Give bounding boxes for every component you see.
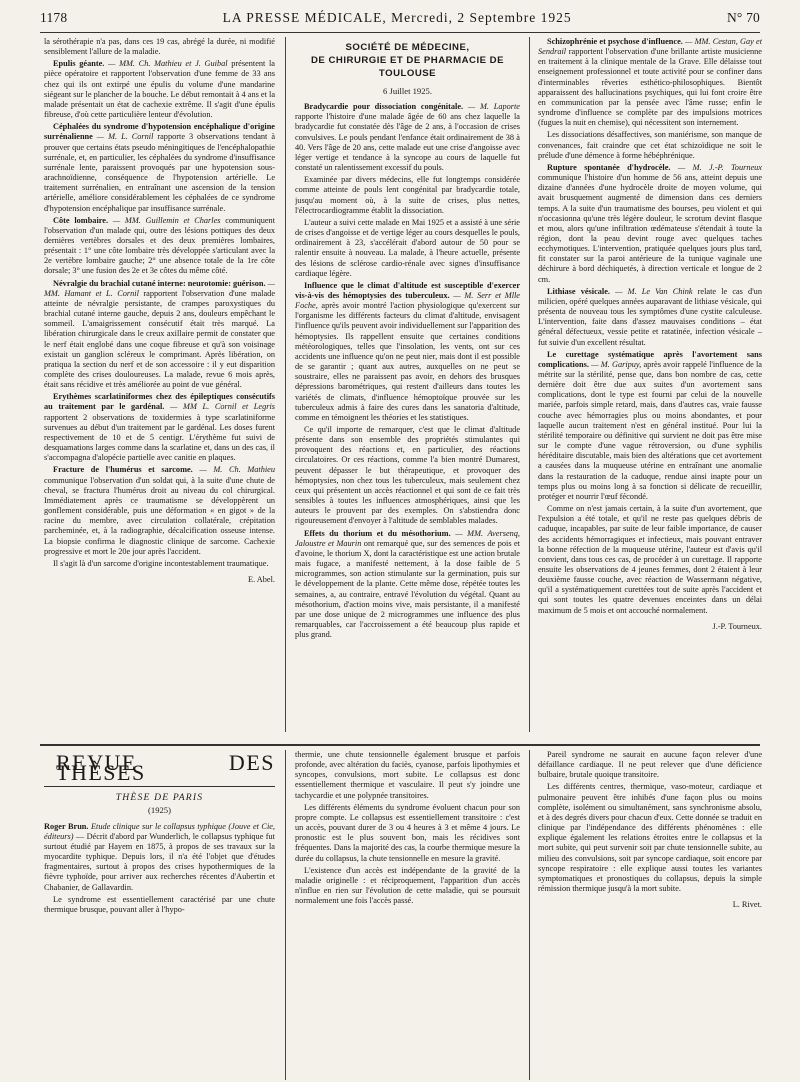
paragraph: Le syndrome est essentiellement caractérisé par une chute thermique brusque, pouvant aller à l'hypo- [44,894,275,914]
issue-number: N° 70 [726,10,760,25]
article-thorium: Effets du thorium et du mésothorium. — MM. Aversenq, Jaloustre et Maurin ont remarqué que, sur des semences de pois et d'avoine, le thorium X, dont la caractéristique est une action brutale mais fugace, a manifesté nettement, à la dose faible de 5 microgrammes, son action stimulante sur la germination, puis sur le développement de la plante. Cette même dose, répétée toutes les semaines, a, au contraire, entravé l'évolution du végétal. Quant au mésothorium, d'action moins vive, mais persistante, il a manifesté par une dose unique de 2 microgrammes une influence des plus remarquables, car l'accroissement a été beaucoup plus rapide et plus grand. [295,528,520,640]
paragraph: Les différents centres, thermique, vaso-moteur, cardiaque et pulmonaire peuvent être inhibés d'une façon plus ou moins complète, isolément ou simultanément, sans synchronisme absolu, et à des degrés divers pour chacun d'eux. Cette donnée se traduit en clinique par l'indépendance des différents phénomènes : elle explique également les relations étroites entre le collapsus et la mort subite, qui peut survenir soit par chute tensionnelle subite, au milieu des convulsions, soit par syncope cardiaque, soit encore par syncope respiratoire : elle explique aussi toutes les variantes symptomatiques et pronostiques du collapsus, depuis la simple rémission thermique jusqu'à la mort subite. [538,782,762,894]
article-nevralgie: Névralgie du brachial cutané interne: neurotomie: guérison. — MM. Hamant et L. Cornil rapportent l'observation d'une malade atteinte de névralgie persistante, de crampes paroxystiques du brachial cutané interne gauche, depuis 2 ans, douleurs empêchant le sommeil. L'amaigrissement consécutif était très marqué. La libération chirurgicale dans le creux axillaire permit de constater que le nerf était englobé dans une coque fibreuse et qu'à son voisinage existait un ganglion scléreux le comprimant. Après libération, on pratiqua la section du nerf et de son accessoire : il y eut disparition complète des crises douloureuses. La malade, revue 6 mois après, était sans récidive et très améliorée au point de vue général. [44,278,275,390]
column-divider [529,750,530,1080]
column-divider [529,37,530,732]
article-cote-lombaire: Côte lombaire. — MM. Guillemin et Charles communiquent l'observation d'un malade qui, outre des lésions pottiques des deux dernières vertèbres dorsales et des deux premières lombaires, présentait : 1° une côte lombaire très développée s'articulant avec la 2e vertèbre lombaire gauche; 2° une absence totale de la 1re côte dorsale; 3° une fusion des 2e et 3e côtes du même côté. [44,215,275,276]
these-subtitle: THÈSE DE PARIS [115,792,204,804]
paragraph: thermie, une chute tensionnelle également brusque et parfois profonde, avec altération du faciès, cyanose, parfois lipothymies et syncopes, convulsions, mort subite. Le collapsus est donc essentiellement thermique et vasculaire. Il peut s'y joindre une tachycardie et une polypnée transitoires. [295,750,520,800]
article-erythemes: Erythèmes scarlatiniformes chez des épileptiques consécutifs au traitement par le gardénal. — MM L. Cornil et Legris rapportent 2 observations de toxidermies à type scarlatiniforme survenues au début d'un traitement par le gardénal. Les doses furent respectivement de 10 et de 5 centigr. L'érythème fut suivi de desquamations larges comme dans la scarlatine et, dans un des cas, il s'accompagna d'alopécie partielle avec canitie en plaques. [44,392,275,463]
column-1 [44,37,275,732]
column-2 [295,37,520,732]
article-fracture: Fracture de l'humérus et sarcome. — M. Ch. Mathieu communique l'observation d'un soldat qui, à la suite d'une chute de cheval, se fractura l'humérus droit au niveau du col chirurgical. Immédiatement après ce traumatisme se développèrent un gonflement considérable, puis une déformation « en gigot » de la racine du membre, avec circulation collatérale, crépitation parcheminée, et, à la radiographie, décalcification osseuse intense. La biopsie confirma le diagnostic clinique de sarcome. Cachexie progressive et mort le 20e jour après l'accident. [44,465,275,556]
column-divider [285,750,286,1080]
article-climat-altitude: Influence que le climat d'altitude est susceptible d'exercer vis-à-vis des hémoptysies des tuberculeux. — M. Serr et Mlle Foche, après avoir montré l'action physiologique qu'exercent sur l'organisme les différents facteurs du climat d'altitude, envisagent l'influence qu'ils peuvent avoir individuellement sur l'apparition des hémoptysies. Ils rappellent ensuite que certaines conditions météorologiques, telles que l'insolation, les vents, ont sur ces accidents une influence qu'on ne peut nier, mais dont il est possible de se garantir ; quant aux autres, auxquelles on ne peut se soustraire, elles ne paraissent pas avoir, en dehors des brusques dépressions barométriques, qui restent d'ailleurs dans toutes les variétés de climats, d'influence hémoptoïque prouvée sur les tuberculeux admis à faire des cures dans les sanatoria d'altitude, comme en témoignent les théories et les statistiques. [295,280,520,422]
paragraph: L'auteur a suivi cette malade en Mai 1925 et a assisté à une série de crises d'angoisse et de vertige léger au cours desquelles le pouls, ordinairement à 23, s'accélérait d'abord autour de 50 pour se ralentir ensuite à nouveau. La malade, à l'heure actuelle, présente des lésions de sclérose cardio-rénale avec signes d'insuffisance cardiaque légère. [295,217,520,278]
page-number: 1178 [40,10,68,25]
society-heading: SOCIÉTÉ DE MÉDECINE, DE CHIRURGIE ET DE PHARMACIE DE TOULOUSE [311,42,504,79]
article-epulis: Epulis géante. — MM. Ch. Mathieu et J. Guibal présentent la pièce opératoire et rapportent l'observation d'une femme de 33 ans chez qui ils ont extirpé une épulis du volume d'une mandarine siégeant sur le plancher de la bouche. Le début remontait à 4 ans et la malade présentait un état de cachexie extrême. Il s'agit d'une épulis fibreuse, d'où cette particulière lenteur d'évolution. [44,59,275,120]
session-date: 6 Juillet 1925. [383,86,432,96]
paragraph: Il s'agit là d'un sarcome d'origine incontestablement traumatique. [53,558,269,568]
journal-title: LA PRESSE MÉDICALE, Mercredi, 2 Septembre 1925 [222,10,572,25]
article-lithiase: Lithiase vésicale. — M. Le Van Chink relate le cas d'un milicien, opéré quelques années auparavant de lithiase vésicale, qui présenta de nouveau tous les symptômes d'une cystite calculeuse. L'intervention, faite dans d'assez mauvaises conditions – état général défectueux, vessie petite et ratatinée, infection vésicale – fut suivie d'un excellent résultat. [538,286,762,347]
paragraph: Pareil syndrome ne saurait en aucune façon relever d'une défaillance cardiaque. Il ne peut relever que d'une déficience bulbaire, brutale quoique transitoire. [538,750,762,780]
revue-des-theses-title: REVUE DES THÈSES [56,750,275,786]
section-rule [40,744,760,746]
column-divider [285,37,286,732]
page-header [40,4,760,32]
article-schizophrenie: Schizophrénie et psychose d'influence. — MM. Cestan, Gay et Sendrail rapportent l'observation d'une brillante artiste musicienne en traitement à la clinique mentale de la Grave. Elle délaisse tout enseignement professionnel et toute activité pour se confiner dans d'interminables rêveries esthético-philosophiques. Bientôt apparaissent des hallucinations psychiques, qui lui font croire être en communication par la pensée avec l'âme russe; enfin le syndrome d'influence se complète par des impulsions motrices (fugues la nuit en chemise), qui nécessitent son internement. [538,37,762,128]
paragraph: Les dissociations désaffectives, son maniérisme, son manque de convenances, fait craindre que cet état schizoïdique ne soit le prélude d'une démence à forme hébéphrénique. [538,130,762,160]
paragraph: Examinée par divers médecins, elle fut longtemps considérée comme atteinte de pouls lent congénital par bradycardie totale, jusqu'au moment où, à la suite de crises, plus nettes, l'électrocardiogramme établit la dissociation. [295,175,520,215]
signature: L. Rivet. [732,900,762,910]
paragraph: L'existence d'un accès est indépendante de la gravité de la maladie originelle : et réciproquement, l'apparition d'un accès n'influe en rien sur l'évolution de cette maladie, qui se poursuit normalement une fois l'accès passé. [295,865,520,906]
article-curettage: Le curettage systématique après l'avortement sans complications. — M. Garipuy, après avoir rappelé l'influence de la métrite sur la stérilité, pense que, dans bon nombre de cas, cette dernière doit être due aux suites d'un avortement sans complications, dont le type est fourni par celui de la nouvelle mariée, parfois simple retard, mais, dans d'autres cas, vraie fausse couche avec hémorragies plus ou moins abondantes, et pour laquelle aucun traitement n'est en général institué. Pour lui la stérilité temporaire ou définitive qui survient ne doit pas être mise sur le compte d'une vague rétroversion, ou d'une syphilis héréditaire discutable, mais bien des altérations que cet avortement a causées dans la muqueuse utérine en entraînant une anomalie dans la restauration de la caduque, rendue ainsi inapte pour un temps plus ou moins long à sa fonction si délicate de recueillir, protéger et nourrir l'œuf fécondé. [538,349,762,501]
paragraph: la sérothérapie n'a pas, dans ces 19 cas, abrégé la durée, ni modifié sensiblement l'allure de la maladie. [44,37,275,57]
revue-column-1 [44,750,275,1080]
revue-column-3 [538,750,762,1080]
column-3 [538,37,762,732]
paragraph: Comme on n'est jamais certain, à la suite d'un avortement, que l'expulsion a été totale, et qu'il ne reste pas quelques débris de caduque, incapables, par suite de leur faible importance, de causer des accidents hémorragiques et infectieux, mais pouvant entraver la bonne réfection de la muqueuse utérine, l'auteur est d'avis qu'il convient, dans tous ces cas, de procéder à un curettage. Il rapporte ensuite les observations de 4 jeunes femmes, dont 2 étaient à leur deuxième fausse couche, avec réaction de Wassermann négative, qu'il a systématiquement curettées tout de suite après l'accident et qui sont toutes les quatre devenues enceintes dans un délai maximum de 5 mois et ont accouché normalement. [538,504,762,615]
article-bradycardie: Bradycardie pour dissociation congénitale. — M. Laporte rapporte l'histoire d'une malade âgée de 60 ans chez laquelle la bradycardie fut constatée dès l'âge de 2 ans, à l'occasion de crises convulsives. Le pouls pendant l'enfance était ordinairement de 38 à 40. Vers l'âge de 20 ans, cette malade eut une crise d'angoisse avec léger vertige et tendance à la syncope au cours de laquelle fut constaté un ralentissement excessif du pouls. [295,102,520,173]
title-rule [44,786,275,787]
paragraph: Ce qu'il importe de remarquer, c'est que le climat d'altitude présente dans son ensemble des propriétés stimulantes qui provoquent des réactions et, en particulier, des réactions circulatoires. Or ces réactions, comme l'a bien montré Dumarest, peuvent dépasser le but thérapeutique, et provoquer des hémoptysies, non chez tous les tuberculeux, mais seulement chez ceux qui présentent un accès réactionnel et qui sont de ce fait très sensibles à toutes les influences atmosphériques, ainsi que les auteurs le prouvent par des exemples. On s'abstiendra donc rigoureusement d'envoyer à l'altitude de semblables malades. [295,425,520,526]
revue-column-2 [295,750,520,1080]
article-hydrocele: Rupture spontanée d'hydrocèle. — M. J.-P. Tourneux communique l'histoire d'un homme de 56 ans, atteint depuis une dizaine d'années d'une hydrocèle droite de moyen volume, qui avait brusquement augmenté de dimension dans ces derniers temps. A la suite d'un traumatisme des bourses, peu violent et qui n'occasionna qu'une très légère douleur, le scrotum devint flasque et mou, alors qu'une infiltration œdémateuse s'étendait à toute la région, dont la peau devint rouge avec quelques taches ecchymotiques. L'intervention, pratiquée quelques jours plus tard, fit constater sur la paroi antérieure de la tunique vaginale une déchirure à bord déchiquetés, à direction verticale et longue de 2 cm. [538,162,762,284]
these-year: (1925) [148,805,171,816]
article-cephalees: Céphalées du syndrome d'hypotension encéphalique d'origine surrénalienne — M. L. Cornil rapporte 3 observations tendant à prouver que certains états pseudo méningitiques de l'encéphalopathie surrénale, et, en particulier, les céphalées du syndrome d'insuffisance surrénale lente, paraissent provoqués par une hypotension sous-arachnoïdienne, conséquence de l'hypotension artérielle. Le traitement surrénalien, en entraînant une ascension de la tension artérielle, améliore considérablement les céphalées de ce syndrome d'hypotension encéphalique par insuffisance surrénale. [44,122,275,213]
signature: E. Abel. [248,574,275,584]
signature: J.-P. Tourneux. [712,621,762,631]
header-rule [40,32,760,33]
paragraph: Les différents éléments du syndrome évoluent chacun pour son propre compte. Le collapsus est essentiellement transitoire : c'est un accès, pouvant durer de 3 ou 4 heures à 3 et même 4 jours. Le pronostic est le plus souvent bon, mais les récidives sont fréquentes. Dans la majorité des cas, la courbe thermique mesure la durée du collapsus, la chute tensionnelle en mesure la gravité. [295,802,520,863]
thesis-entry: Roger Brun. Etude clinique sur le collapsus typhique (Jouve et Cie, éditeurs) — Décrit d'abord par Wunderlich, le collapsus typhique fut surtout étudié par Hayem en 1875, à propos de ses travaux sur la myocardite typhique. Depuis lors, il n'a été l'objet que d'études fragmentaires, surtout à propos des crises hypothermiques de la fièvre typhoïde, pour arriver aux recherches récentes d'Aubertin et Chabanier, de Gallavardin. [44,821,275,892]
